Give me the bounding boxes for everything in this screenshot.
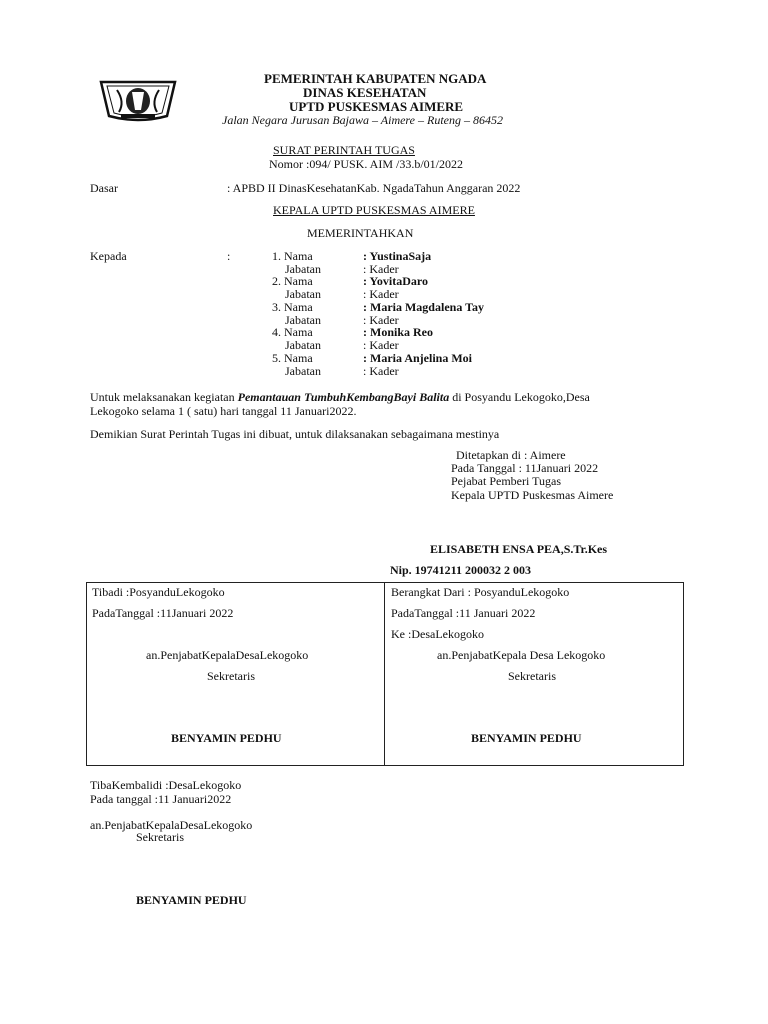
pejabat-pemberi-tugas: Pejabat Pemberi Tugas	[451, 474, 561, 488]
header-address: Jalan Negara Jurusan Bajawa – Aimere – Ruteng – 86452	[222, 113, 503, 127]
right-an: an.PenjabatKepala Desa Lekogoko	[437, 648, 606, 662]
kepala-title: KEPALA UPTD PUSKESMAS AIMERE	[273, 203, 475, 217]
person-4-number: 4. Nama	[272, 325, 313, 339]
left-an: an.PenjabatKepalaDesaLekogoko	[146, 648, 309, 662]
person-1-name: : YustinaSaja	[363, 249, 432, 263]
right-tanggal: PadaTanggal :11 Januari 2022	[391, 606, 536, 620]
purpose-line-1	[90, 390, 590, 405]
bottom-an: an.PenjabatKepalaDesaLekogoko	[90, 818, 253, 832]
ditetapkan-di: Ditetapkan di : Aimere	[456, 448, 566, 462]
kepala-uptd: Kepala UPTD Puskesmas Aimere	[451, 488, 614, 502]
header-department: DINAS KESEHATAN	[303, 85, 427, 100]
right-signer-name: BENYAMIN PEDHU	[471, 731, 582, 745]
person-3-jabatan-label: Jabatan	[285, 313, 321, 327]
memerintahkan-heading: MEMERINTAHKAN	[307, 226, 414, 240]
left-signer-name: BENYAMIN PEDHU	[171, 731, 282, 745]
bottom-role: Sekretaris	[136, 830, 184, 844]
person-5-jabatan-label: Jabatan	[285, 364, 321, 378]
person-4-name: : Monika Reo	[363, 325, 433, 339]
document-number: Nomor :094/ PUSK. AIM /33.b/01/2022	[269, 157, 464, 171]
person-1-number: 1. Nama	[272, 249, 313, 263]
document-title: SURAT PERINTAH TUGAS	[273, 143, 415, 157]
kepada-label: Kepada	[90, 249, 127, 263]
person-5-name: : Maria Anjelina Moi	[363, 351, 472, 365]
box-divider	[384, 583, 385, 765]
purpose-pre: Untuk melaksanakan kegiatan	[90, 390, 238, 404]
signer-name: ELISABETH ENSA PEA,S.Tr.Kes	[430, 542, 608, 556]
person-2-jabatan: : Kader	[363, 287, 399, 301]
dasar-label: Dasar	[90, 181, 118, 195]
person-2-name: : YovitaDaro	[363, 274, 428, 288]
person-5-jabatan: : Kader	[363, 364, 399, 378]
person-4-jabatan: : Kader	[363, 338, 399, 352]
left-tiba: Tibadi :PosyanduLekogoko	[92, 585, 225, 599]
bottom-tiba-kembali: TibaKembalidi :DesaLekogoko	[90, 778, 242, 792]
left-role: Sekretaris	[207, 669, 255, 683]
person-1-jabatan-label: Jabatan	[285, 262, 321, 276]
right-ke: Ke :DesaLekogoko	[391, 627, 484, 641]
person-3-number: 3. Nama	[272, 300, 313, 314]
header-government: PEMERINTAH KABUPATEN NGADA	[264, 71, 487, 86]
right-role: Sekretaris	[508, 669, 556, 683]
purpose-post: di Posyandu Lekogoko,Desa	[449, 390, 590, 404]
purpose-line-2: Lekogoko selama 1 ( satu) hari tanggal 11 Januari2022.	[90, 404, 357, 418]
closing-statement: Demikian Surat Perintah Tugas ini dibuat, untuk dilaksanakan sebagaimana mestinya	[90, 427, 500, 441]
header-puskesmas: UPTD PUSKESMAS AIMERE	[289, 99, 464, 114]
kepada-colon: :	[227, 249, 231, 263]
person-4-jabatan-label: Jabatan	[285, 338, 321, 352]
purpose-activity: Pemantauan TumbuhKembangBayi Balita	[237, 390, 450, 404]
person-3-name: : Maria Magdalena Tay	[363, 300, 485, 314]
person-1-jabatan: : Kader	[363, 262, 399, 276]
signer-nip: Nip. 19741211 200032 2 003	[390, 563, 532, 577]
left-tanggal: PadaTanggal :11Januari 2022	[92, 606, 234, 620]
government-seal-logo	[97, 74, 179, 124]
person-2-jabatan-label: Jabatan	[285, 287, 321, 301]
person-5-number: 5. Nama	[272, 351, 313, 365]
person-3-jabatan: : Kader	[363, 313, 399, 327]
dasar-value: : APBD II DinasKesehatanKab. NgadaTahun Anggaran 2022	[227, 181, 521, 195]
pada-tanggal: Pada Tanggal : 11Januari 2022	[451, 461, 599, 475]
travel-verification-box	[86, 582, 684, 766]
bottom-signer-name: BENYAMIN PEDHU	[136, 893, 247, 907]
right-berangkat: Berangkat Dari : PosyanduLekogoko	[391, 585, 570, 599]
bottom-tanggal: Pada tanggal :11 Januari2022	[90, 792, 232, 806]
person-2-number: 2. Nama	[272, 274, 313, 288]
